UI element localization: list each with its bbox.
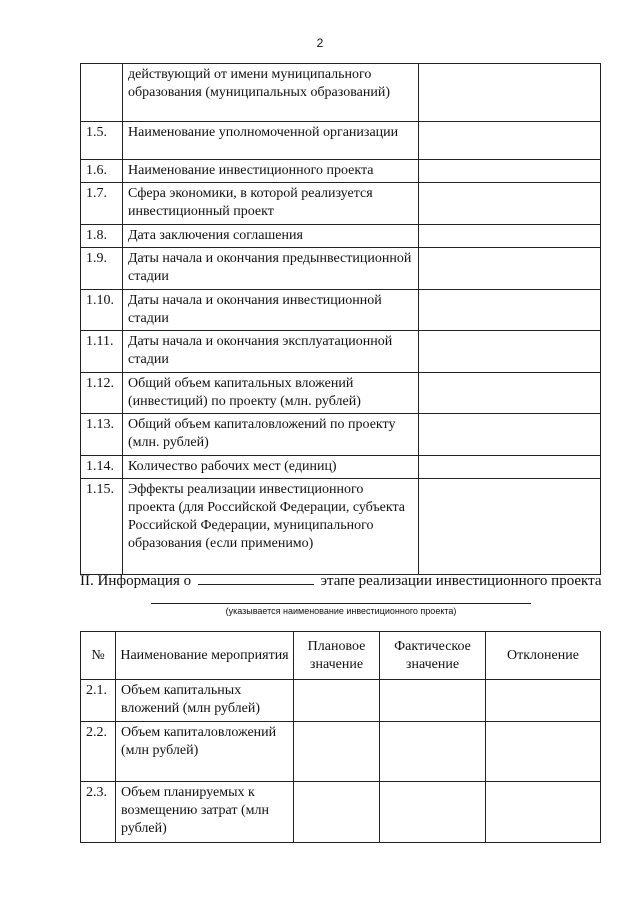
- project-name-caption: (указывается наименование инвестиционного проекта): [225, 606, 457, 616]
- table-row: [81, 183, 601, 225]
- row-number: 1.5.: [81, 122, 123, 160]
- page-number: 2: [316, 36, 324, 50]
- row-label: Даты начала и окончания инвестиционной стадии: [123, 290, 419, 331]
- row-number: 1.12.: [81, 373, 123, 414]
- header-planned: Плановое значение: [294, 632, 380, 680]
- value-cell[interactable]: [419, 122, 601, 160]
- value-cell[interactable]: [419, 479, 601, 575]
- row-label: Наименование инвестиционного проекта: [123, 160, 419, 183]
- row-number: 2.3.: [81, 782, 116, 843]
- header-number: №: [81, 632, 116, 680]
- table-row: [81, 248, 601, 290]
- project-name-line[interactable]: [151, 603, 531, 604]
- heading-prefix: II. Информация о: [80, 573, 192, 589]
- stage-measures-table: [80, 631, 601, 843]
- heading-suffix: этапе реализации инвестиционного проекта: [320, 573, 602, 589]
- value-cell[interactable]: [419, 160, 601, 183]
- value-cell[interactable]: [419, 248, 601, 290]
- row-number: [81, 64, 123, 122]
- row-number: 1.10.: [81, 290, 123, 331]
- row-label: Объем капитальных вложений (млн рублей): [116, 680, 294, 722]
- planned-cell[interactable]: [294, 680, 380, 722]
- row-number: 1.11.: [81, 331, 123, 373]
- row-label: Наименование уполномоченной организации: [123, 122, 419, 160]
- actual-cell[interactable]: [380, 722, 486, 782]
- table-row: [81, 414, 601, 456]
- row-label: Сфера экономики, в которой реализуется инвестиционный проект: [123, 183, 419, 225]
- header-deviation: Отклонение: [486, 632, 601, 680]
- value-cell[interactable]: [419, 456, 601, 479]
- deviation-cell[interactable]: [486, 722, 601, 782]
- row-number: 1.14.: [81, 456, 123, 479]
- row-label: Эффекты реализации инвестиционного проекта (для Российской Федерации, субъекта Российской Федерации, муниципального образования (если применимо): [123, 479, 419, 575]
- row-number: 1.7.: [81, 183, 123, 225]
- table-row: [81, 64, 601, 122]
- planned-cell[interactable]: [294, 722, 380, 782]
- actual-cell[interactable]: [380, 782, 486, 843]
- row-number: 1.9.: [81, 248, 123, 290]
- value-cell[interactable]: [419, 183, 601, 225]
- row-label: Общий объем капиталовложений по проекту (млн. рублей): [123, 414, 419, 456]
- value-cell[interactable]: [419, 64, 601, 122]
- row-label: Количество рабочих мест (единиц): [123, 456, 419, 479]
- row-number: 1.13.: [81, 414, 123, 456]
- value-cell[interactable]: [419, 331, 601, 373]
- table-header-row: [81, 632, 601, 680]
- row-label: Объем планируемых к возмещению затрат (млн рублей): [116, 782, 294, 843]
- planned-cell[interactable]: [294, 782, 380, 843]
- value-cell[interactable]: [419, 414, 601, 456]
- value-cell[interactable]: [419, 225, 601, 248]
- table-row: [81, 122, 601, 160]
- deviation-cell[interactable]: [486, 782, 601, 843]
- project-info-table: [80, 63, 601, 575]
- row-number: 1.6.: [81, 160, 123, 183]
- table-row: [81, 680, 601, 722]
- table-row: [81, 331, 601, 373]
- table-row: [81, 456, 601, 479]
- table-row: [81, 373, 601, 414]
- header-actual: Фактическое значение: [380, 632, 486, 680]
- section-heading: [80, 571, 620, 590]
- value-cell[interactable]: [419, 290, 601, 331]
- table-row: [81, 782, 601, 843]
- value-cell[interactable]: [419, 373, 601, 414]
- row-label: действующий от имени муниципального образования (муниципальных образований): [123, 64, 419, 122]
- deviation-cell[interactable]: [486, 680, 601, 722]
- row-label: Даты начала и окончания эксплуатационной стадии: [123, 331, 419, 373]
- row-number: 2.1.: [81, 680, 116, 722]
- row-label: Дата заключения соглашения: [123, 225, 419, 248]
- table-row: [81, 722, 601, 782]
- row-label: Объем капиталовложений (млн рублей): [116, 722, 294, 782]
- row-number: 2.2.: [81, 722, 116, 782]
- header-name: Наименование мероприятия: [116, 632, 294, 680]
- row-number: 1.15.: [81, 479, 123, 575]
- row-label: Общий объем капитальных вложений (инвестиций) по проекту (млн. рублей): [123, 373, 419, 414]
- table-row: [81, 160, 601, 183]
- table-row: [81, 225, 601, 248]
- actual-cell[interactable]: [380, 680, 486, 722]
- row-label: Даты начала и окончания предынвестиционной стадии: [123, 248, 419, 290]
- stage-blank-field[interactable]: [198, 571, 314, 585]
- row-number: 1.8.: [81, 225, 123, 248]
- table-row: [81, 290, 601, 331]
- table-row: [81, 479, 601, 575]
